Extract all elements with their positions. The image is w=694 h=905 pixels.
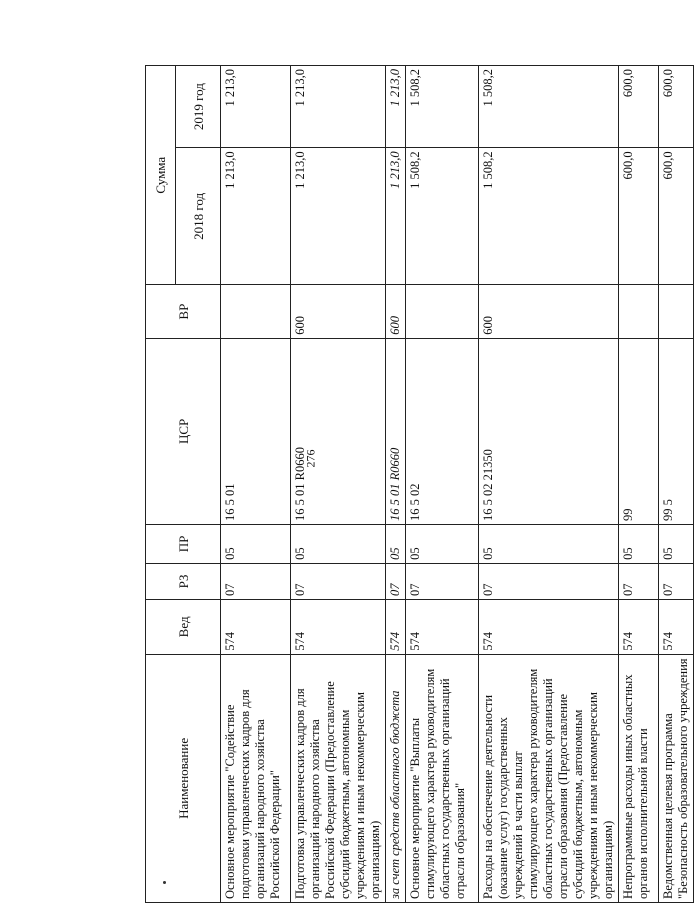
cell-pr: 05 [479,524,619,563]
cell-csr: 99 [619,338,659,524]
header-year-2019: 2019 год [176,66,221,148]
cell-csr: 16 5 02 21350 [479,338,619,524]
table-frame [145,65,690,903]
header-pr: ПР [146,524,221,563]
cell-y2018: 1 213,0 [221,148,291,285]
cell-pr: 05 [406,524,479,563]
cell-pr: 05 [386,524,406,563]
cell-rz: 07 [479,563,619,599]
cell-csr: 16 5 02 [406,338,479,524]
header-vr: ВР [146,285,221,338]
table-row [221,66,291,903]
cell-csr: 16 5 01 [221,338,291,524]
cell-y2018: 1 213,0 [386,148,406,285]
cell-vr: 600 [479,285,619,338]
header-sum: Сумма [146,66,176,285]
cell-y2018: 1 213,0 [291,148,386,285]
header-rz: РЗ [146,563,221,599]
cell-name: Подготовка управленческих кадров для организаций народного хозяйства Российской Федерации (Предоставление субсидий бюджетным, автономным учреждениям и иным некоммерческим организациям) [291,654,386,902]
cell-vr: 600 [291,285,386,338]
cell-rz: 07 [659,563,694,599]
cell-rz: 07 [386,563,406,599]
header-year-2018: 2018 год [176,148,221,285]
cell-y2018: 1 508,2 [479,148,619,285]
table-row [619,66,659,903]
cell-name: за счет средств областного бюджета [386,654,406,902]
cell-y2018: 600,0 [619,148,659,285]
table-row [406,66,479,903]
cell-y2018: 600,0 [659,148,694,285]
cell-vr [221,285,291,338]
cell-y2018: 1 508,2 [406,148,479,285]
cell-pr: 05 [619,524,659,563]
cell-pr: 05 [291,524,386,563]
cell-ved: 574 [406,599,479,654]
cell-csr: 16 5 01 R0660 [386,338,406,524]
cell-ved: 574 [291,599,386,654]
cell-name: Ведомственная целевая программа "Безопасность образовательного учреждения [659,654,694,902]
header-name: Наименование [146,654,221,902]
cell-y2019: 600,0 [659,66,694,148]
page-number-text: 276 [303,449,318,467]
cell-name: Расходы на обеспечение деятельности (оказание услуг) государственных учреждений в части выплат стимулирующего характера руководителям областных государственных организаций отрасли образования (Предоставление субсидий бюджетным, автономным учреждениям и иным некоммерческим организациям) [479,654,619,902]
table-row [479,66,619,903]
cell-name: Основное мероприятие "Выплаты стимулирующего характера руководителям областных государственных организаций отрасли образования" [406,654,479,902]
cell-y2019: 1 213,0 [386,66,406,148]
cell-vr [659,285,694,338]
cell-rz: 07 [406,563,479,599]
cell-rz: 07 [221,563,291,599]
cell-vr [619,285,659,338]
cell-name: Непрограммные расходы иных областных органов исполнительной власти [619,654,659,902]
header-ved: Вед [146,599,221,654]
cell-y2019: 1 508,2 [406,66,479,148]
cell-vr [406,285,479,338]
cell-ved: 574 [659,599,694,654]
cell-rz: 07 [619,563,659,599]
cell-vr: 600 [386,285,406,338]
cell-ved: 574 [479,599,619,654]
cell-y2019: 600,0 [619,66,659,148]
cell-y2019: 1 213,0 [291,66,386,148]
table-row [659,66,694,903]
budget-table [145,65,694,903]
cell-pr: 05 [221,524,291,563]
rotated-table-container [145,65,690,903]
cell-name: Основное мероприятие "Содействие подготовки управленческих кадров для организаций народного хозяйства Российской Федерации" [221,654,291,902]
cell-rz: 07 [291,563,386,599]
cell-y2019: 1 508,2 [479,66,619,148]
header-csr: ЦСР [146,338,221,524]
cell-ved: 574 [619,599,659,654]
cell-ved: 574 [386,599,406,654]
cell-csr: 99 5 [659,338,694,524]
cell-y2019: 1 213,0 [221,66,291,148]
cell-ved: 574 [221,599,291,654]
cell-pr: 05 [659,524,694,563]
table-row [291,66,386,903]
cell-csr: 16 5 01 R0660 [291,338,386,524]
table-row [386,66,406,903]
